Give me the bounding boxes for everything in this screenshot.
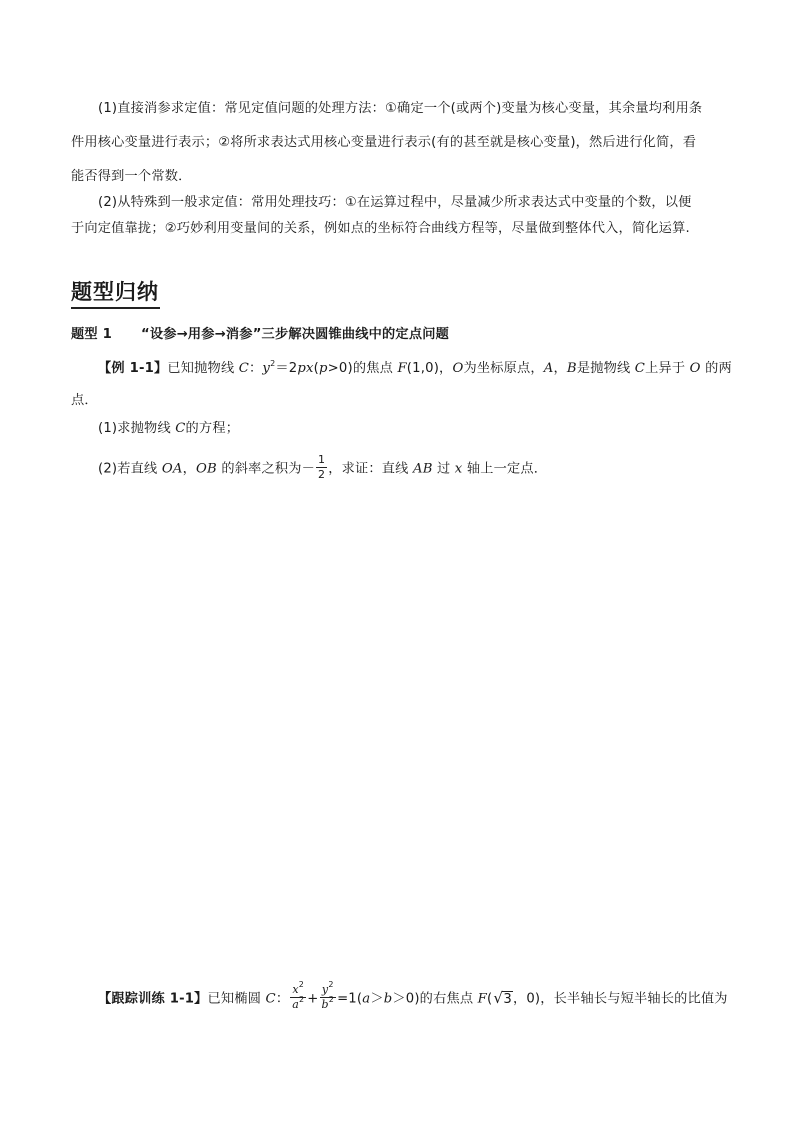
type1-title: “设参→用参→消参”三步解决圆锥曲线中的定点问题: [141, 327, 449, 342]
eq-paren: (: [313, 361, 320, 376]
q1-curve: C: [175, 421, 186, 436]
line-OB: OB: [196, 461, 217, 477]
fraction-denominator: 2: [318, 468, 326, 481]
frac-den-a2: $a^2$: [292, 995, 305, 1011]
point-B: B: [566, 361, 577, 376]
eq-condition: >0)的焦点: [327, 361, 394, 376]
q1-suffix: 的方程；: [185, 421, 240, 436]
focus-paren: (: [487, 991, 493, 1007]
gt-sign: ＞: [370, 991, 384, 1007]
q2-suffix: 轴上一定点．: [466, 461, 548, 477]
drill-line-end: ，0)，长半轴长与短半轴长的比值为: [512, 991, 728, 1007]
eq-superscript: 2: [270, 359, 276, 368]
section-heading-block: [71, 279, 161, 305]
point-O: O: [452, 361, 464, 376]
type1-label: 题型 1: [71, 327, 112, 342]
eq-x: x: [306, 361, 314, 376]
right-focus-F: F: [477, 991, 487, 1007]
question-1: [98, 420, 239, 438]
example-comma: ，: [553, 361, 567, 376]
focus-F: F: [397, 361, 407, 376]
point-O-2: O: [689, 361, 701, 376]
example-colon: ：: [249, 361, 263, 376]
var-b: b: [383, 991, 393, 1007]
radical-sign: √: [493, 988, 504, 1007]
plus-sign: +: [307, 991, 319, 1007]
example-intro: 已知抛物线: [167, 361, 235, 376]
frac-num-x2: $x^2$: [290, 983, 306, 998]
point-A: A: [543, 361, 554, 376]
method-note-line-1: (1)直接消参求定值：常见定值问题的处理方法：①确定一个(或两个)变量为核心变量，其余量均利用条: [98, 101, 703, 116]
curve-C: C: [238, 361, 250, 376]
origin-text: 为坐标原点，: [463, 361, 544, 376]
eq-p: p: [297, 361, 307, 376]
curve-C-2: C: [634, 361, 646, 376]
q2-prefix: (2)若直线: [98, 461, 158, 477]
line-OA: OA: [161, 461, 183, 477]
fraction-one-half: [316, 453, 327, 482]
eq-p2: p: [319, 361, 328, 376]
example-tag: 【例 1-1】: [98, 361, 168, 376]
fraction-x2-a2: [290, 980, 306, 1012]
q2-middle: 的斜率之积为－: [221, 461, 316, 477]
x-axis-var: x: [454, 461, 463, 477]
q2-prove-text: ，求证：直线: [328, 461, 409, 477]
drill-intro: 已知椭圆: [207, 991, 262, 1007]
radicand: 3: [503, 991, 512, 1007]
example-tail: 的两: [705, 361, 732, 376]
method-note-line-2: 件用核心变量进行表示；②将所求表达式用核心变量进行表示(有的甚至就是核心变量)，然后进行化简，看: [71, 135, 697, 150]
line-AB: AB: [412, 461, 433, 477]
differ-text: 上异于: [645, 361, 686, 376]
method-note-line-3: 能否得到一个常数．: [71, 169, 192, 184]
section-heading: 题型归纳: [71, 280, 159, 304]
q2-comma: ，: [182, 461, 196, 477]
section-heading-underline: [71, 307, 160, 309]
fraction-numerator: 1: [318, 453, 326, 466]
question-2: [98, 454, 547, 483]
focus-coord: (1,0)，: [406, 361, 453, 376]
sqrt-three: [493, 988, 513, 1009]
fraction-y2-b2: [320, 980, 337, 1012]
var-a: a: [362, 991, 371, 1007]
drill-equals: =1(: [337, 991, 363, 1007]
ellipse-C: C: [265, 991, 276, 1007]
drill-line-1: [98, 980, 728, 1013]
method-note-line-5: 于向定值靠拢；②巧妙利用变量间的关系，例如点的坐标符合曲线方程等，尽量做到整体代入，简化运算.: [71, 221, 690, 236]
example-line-1: [98, 360, 732, 378]
frac-num-y2: $y^2$: [320, 983, 337, 998]
drill-colon: ：: [275, 991, 290, 1007]
drill-tag: 【跟踪训练 1-1】: [98, 991, 208, 1007]
q2-pass-text: 过: [437, 461, 451, 477]
frac-den-b2: $b^2$: [321, 995, 335, 1011]
example-line-2: 点．: [71, 393, 98, 408]
on-text: 是抛物线: [576, 361, 631, 376]
eq-y: y: [262, 361, 271, 376]
method-note-line-4: (2)从特殊到一般求定值：常用处理技巧：①在运算过程中，尽量减少所求表达式中变量的个数，以便: [98, 195, 692, 210]
q1-prefix: (1)求抛物线: [98, 421, 171, 436]
eq-equals: ＝2: [275, 361, 298, 376]
drill-condition: ＞0)的右焦点: [392, 991, 474, 1007]
